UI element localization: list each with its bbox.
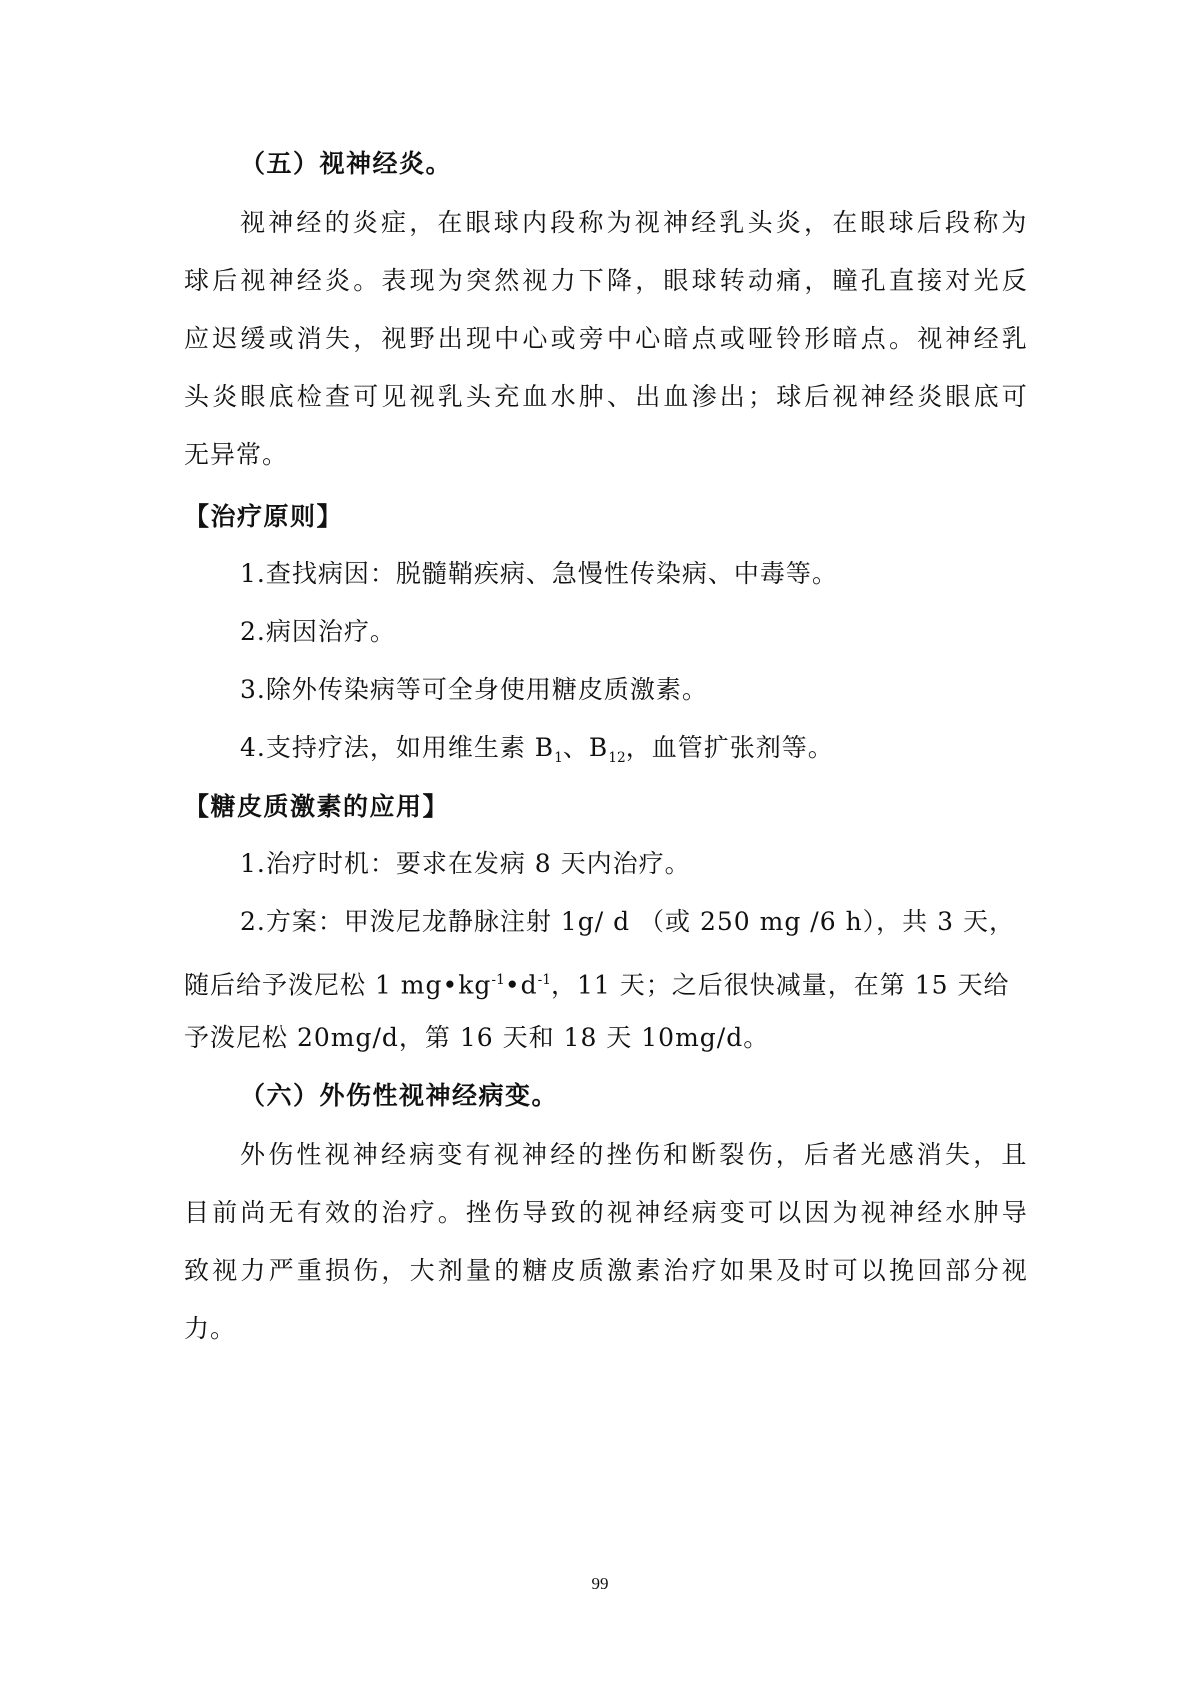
section-5-paragraph-line: 球后视神经炎。表现为突然视力下降，眼球转动痛，瞳孔直接对光反 xyxy=(184,266,1031,295)
section-6-paragraph-line: 力。 xyxy=(184,1314,237,1343)
steroid-item-2-text: ，11 天；之后很快减量，在第 15 天给 xyxy=(550,970,1010,1000)
section-6-paragraph-line: 致视力严重损伤，大剂量的糖皮质激素治疗如果及时可以挽回部分视 xyxy=(184,1256,1031,1285)
subscript: 1 xyxy=(554,750,563,766)
treatment-item-4 xyxy=(240,731,1024,775)
steroid-item-2-text: 随后给予泼尼松 1 mg•kg xyxy=(184,970,492,1000)
section-5-paragraph-line: 头炎眼底检查可见视乳头充血水肿、出血渗出；球后视神经炎眼底可 xyxy=(184,382,1031,411)
section-6-paragraph-line: 目前尚无有效的治疗。挫伤导致的视神经病变可以因为视神经水肿导 xyxy=(184,1198,1031,1227)
superscript: -1 xyxy=(537,972,551,988)
treatment-principles-heading: 【治疗原则】 xyxy=(184,502,344,531)
steroid-item-2-line xyxy=(184,963,1024,1002)
steroid-item-1: 1.治疗时机：要求在发病 8 天内治疗。 xyxy=(240,849,691,878)
page-number: 99 xyxy=(591,1574,609,1593)
section-6-paragraph-line: 外伤性视神经病变有视神经的挫伤和断裂伤，后者光感消失，且 xyxy=(240,1140,1030,1169)
steroid-application-heading: 【糖皮质激素的应用】 xyxy=(184,792,450,821)
steroid-item-2-text: •d xyxy=(504,970,538,1000)
superscript: -1 xyxy=(491,972,505,988)
section-5-paragraph-line: 无异常。 xyxy=(184,440,289,469)
treatment-item-4-text: 4.支持疗法，如用维生素 B xyxy=(240,733,555,762)
subscript: 12 xyxy=(608,750,626,766)
treatment-item: 3.除外传染病等可全身使用糖皮质激素。 xyxy=(240,675,708,704)
section-5-paragraph-line: 视神经的炎症，在眼球内段称为视神经乳头炎，在眼球后段称为 xyxy=(240,208,1030,237)
steroid-item-2-line: 2.方案：甲泼尼龙静脉注射 1g/ d （或 250 mg /6 h），共 3 天， xyxy=(240,907,1015,936)
section-5-heading: （五）视神经炎。 xyxy=(240,149,453,178)
treatment-item-4-text: ，血管扩张剂等。 xyxy=(625,733,834,762)
steroid-item-2-line: 予泼尼松 20mg/d，第 16 天和 18 天 10mg/d。 xyxy=(184,1023,770,1052)
treatment-item: 2.病因治疗。 xyxy=(240,617,396,646)
treatment-item-4-text: 、B xyxy=(562,733,609,762)
section-6-heading: （六）外伤性视神经病变。 xyxy=(240,1081,559,1110)
section-5-paragraph-line: 应迟缓或消失，视野出现中心或旁中心暗点或哑铃形暗点。视神经乳 xyxy=(184,324,1031,353)
treatment-item: 1.查找病因：脱髓鞘疾病、急慢性传染病、中毒等。 xyxy=(240,559,838,588)
